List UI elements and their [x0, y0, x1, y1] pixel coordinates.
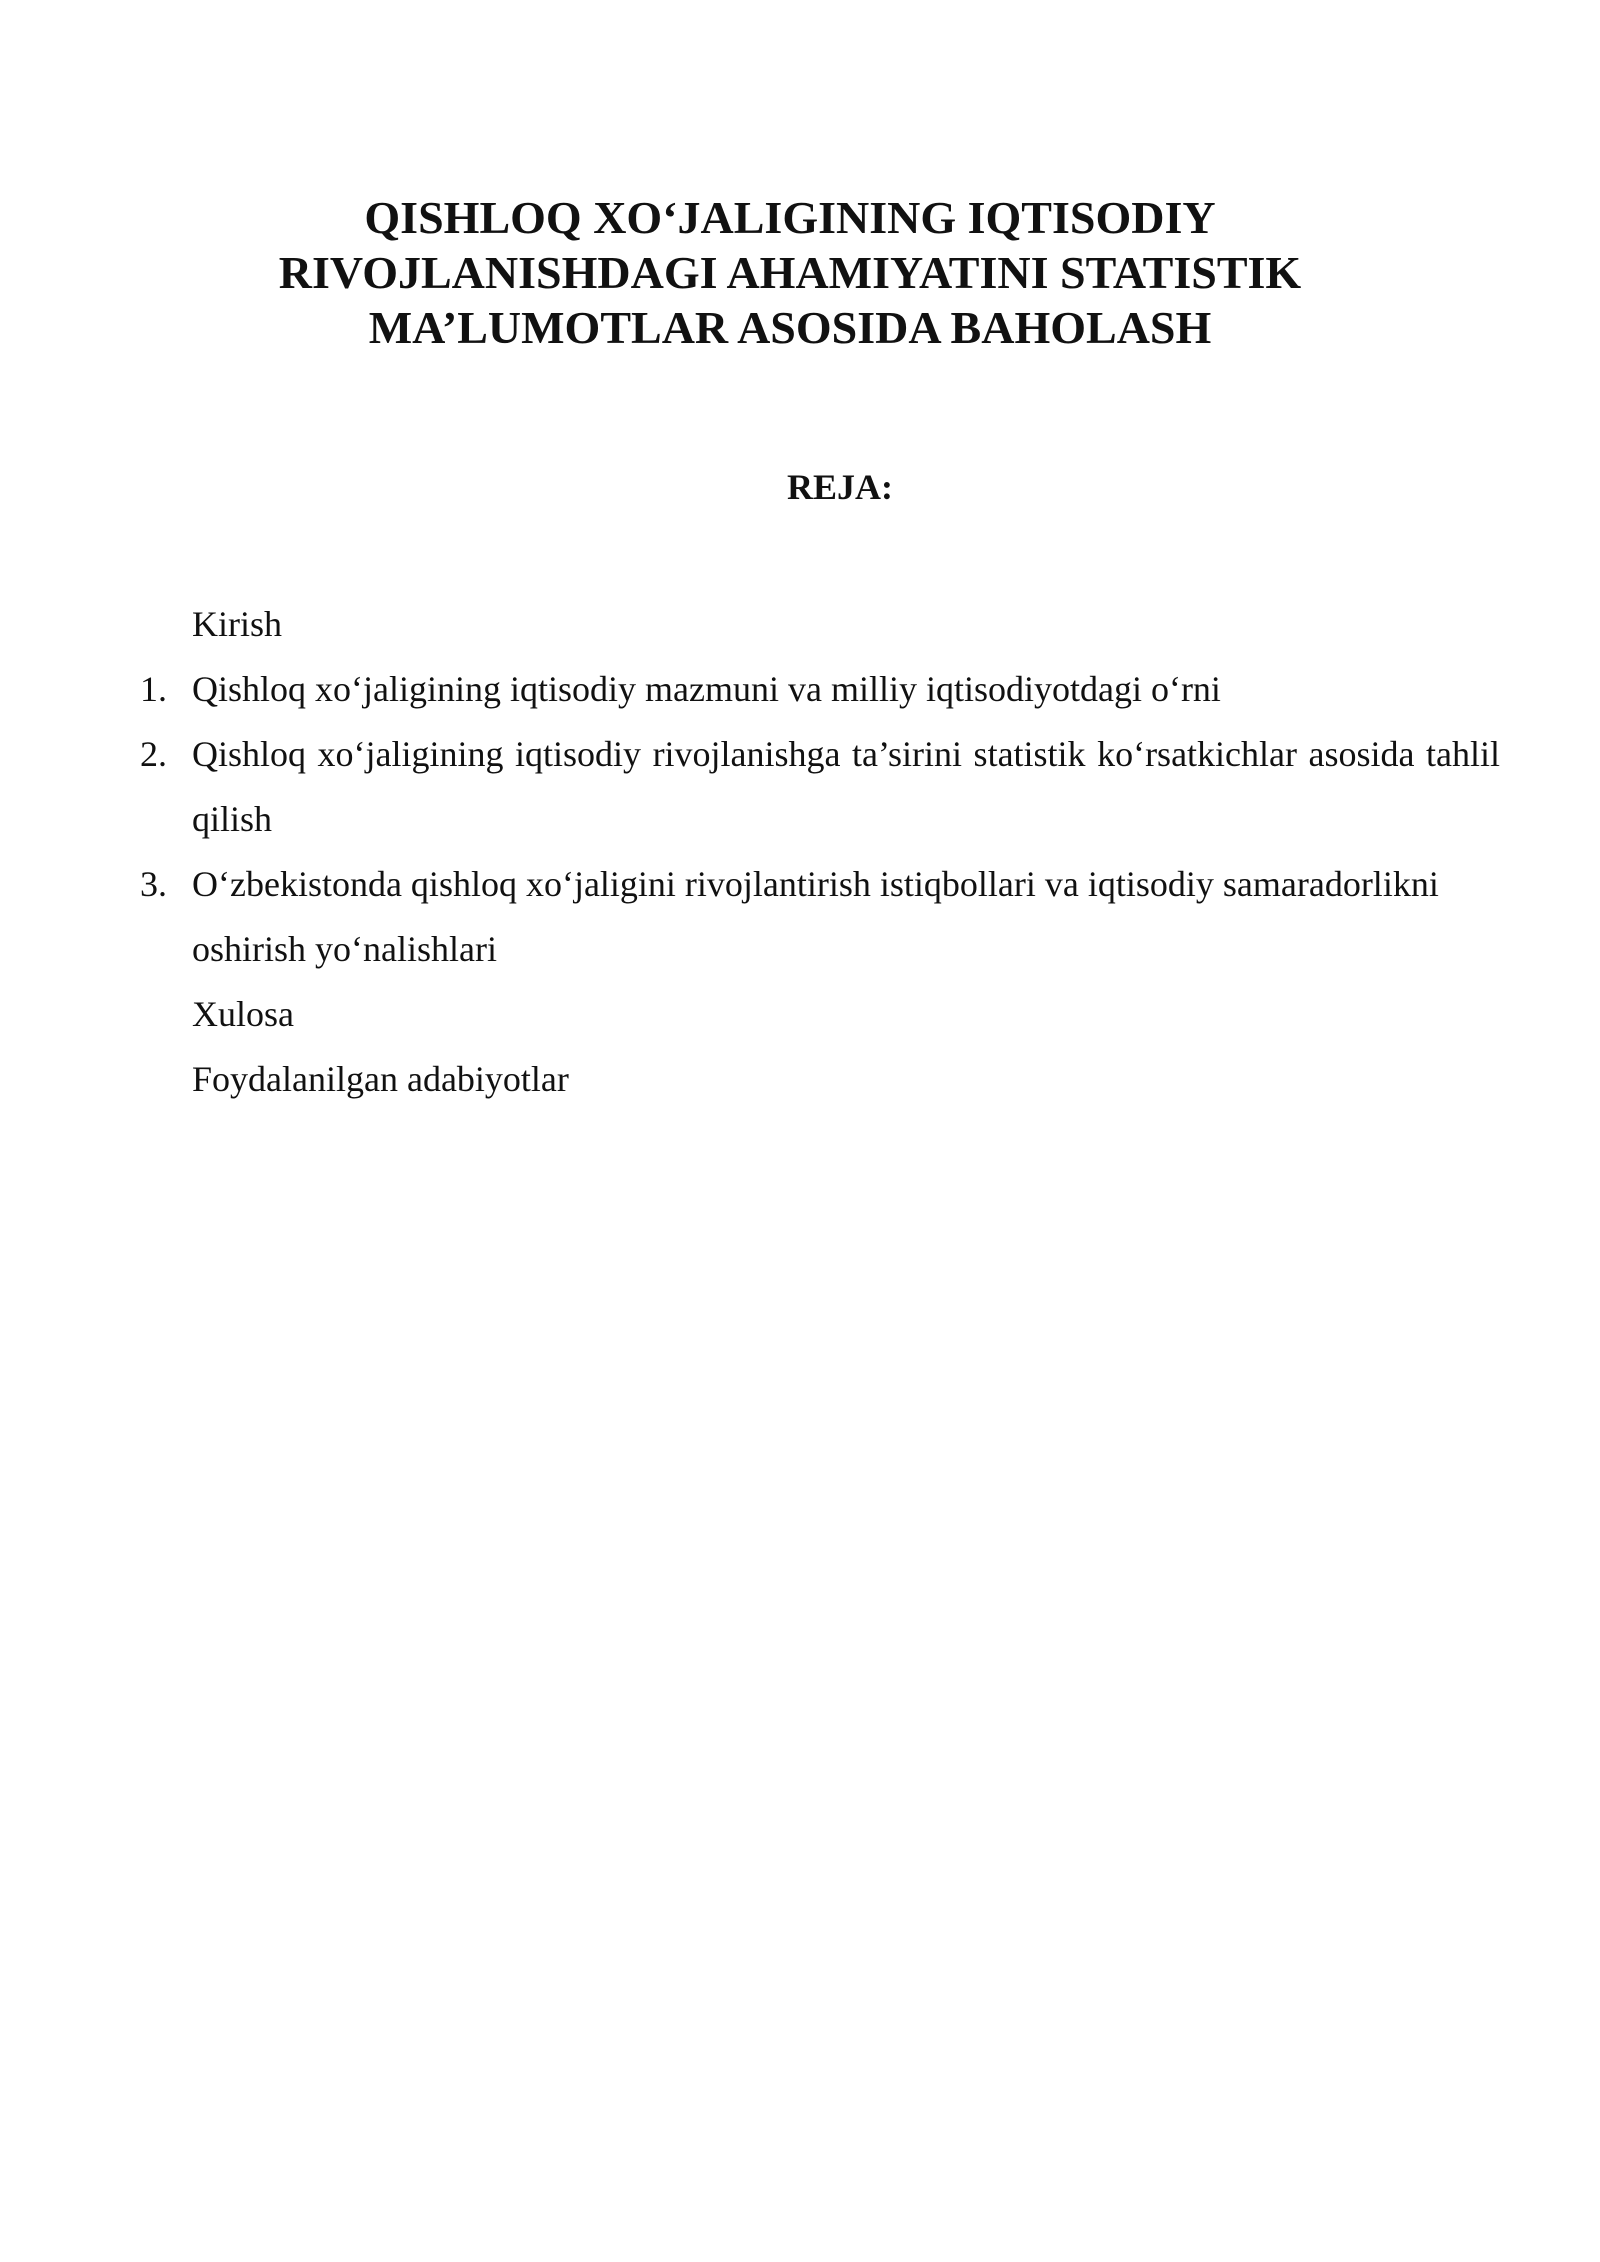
plan-item-2 — [140, 722, 1500, 852]
plan-heading: REJA: — [787, 467, 893, 507]
plan-item-3 — [140, 852, 1500, 982]
plan-conclusion — [140, 982, 1500, 1047]
plan-item-text: Qishloq xo‘jaligining iqtisodiy rivojlanishga ta’sirini statistik ko‘rsatkichlar asosida tahlil qilish — [192, 734, 1500, 839]
plan-intro — [140, 592, 1500, 657]
title-line-2: RIVOJLANISHDAGI AHAMIYATINI STATISTIK — [278, 247, 1302, 298]
plan-item-text: Qishloq xo‘jaligining iqtisodiy mazmuni va milliy iqtisodiyotdagi o‘rni — [192, 669, 1221, 709]
plan-item-number: 2. — [140, 734, 167, 774]
plan-item-number: 3. — [140, 864, 167, 904]
plan-item-number: 1. — [140, 669, 167, 709]
plan-list — [140, 592, 1500, 1112]
plan-item-text: O‘zbekistonda qishloq xo‘jaligini rivojlantirish istiqbollari va iqtisodiy samaradorlikni oshirish yo‘nalishlari — [192, 864, 1439, 969]
title-line-1: QISHLOQ XO‘JALIGINING IQTISODIY — [364, 192, 1216, 243]
plan-intro-text: Kirish — [192, 604, 282, 644]
title-line-3: MA’LUMOTLAR ASOSIDA BAHOLASH — [368, 302, 1212, 353]
plan-references — [140, 1047, 1500, 1112]
plan-conclusion-text: Xulosa — [192, 994, 294, 1034]
plan-item-1 — [140, 657, 1500, 722]
document-title — [200, 190, 1380, 355]
plan-references-text: Foydalanilgan adabiyotlar — [192, 1059, 569, 1099]
